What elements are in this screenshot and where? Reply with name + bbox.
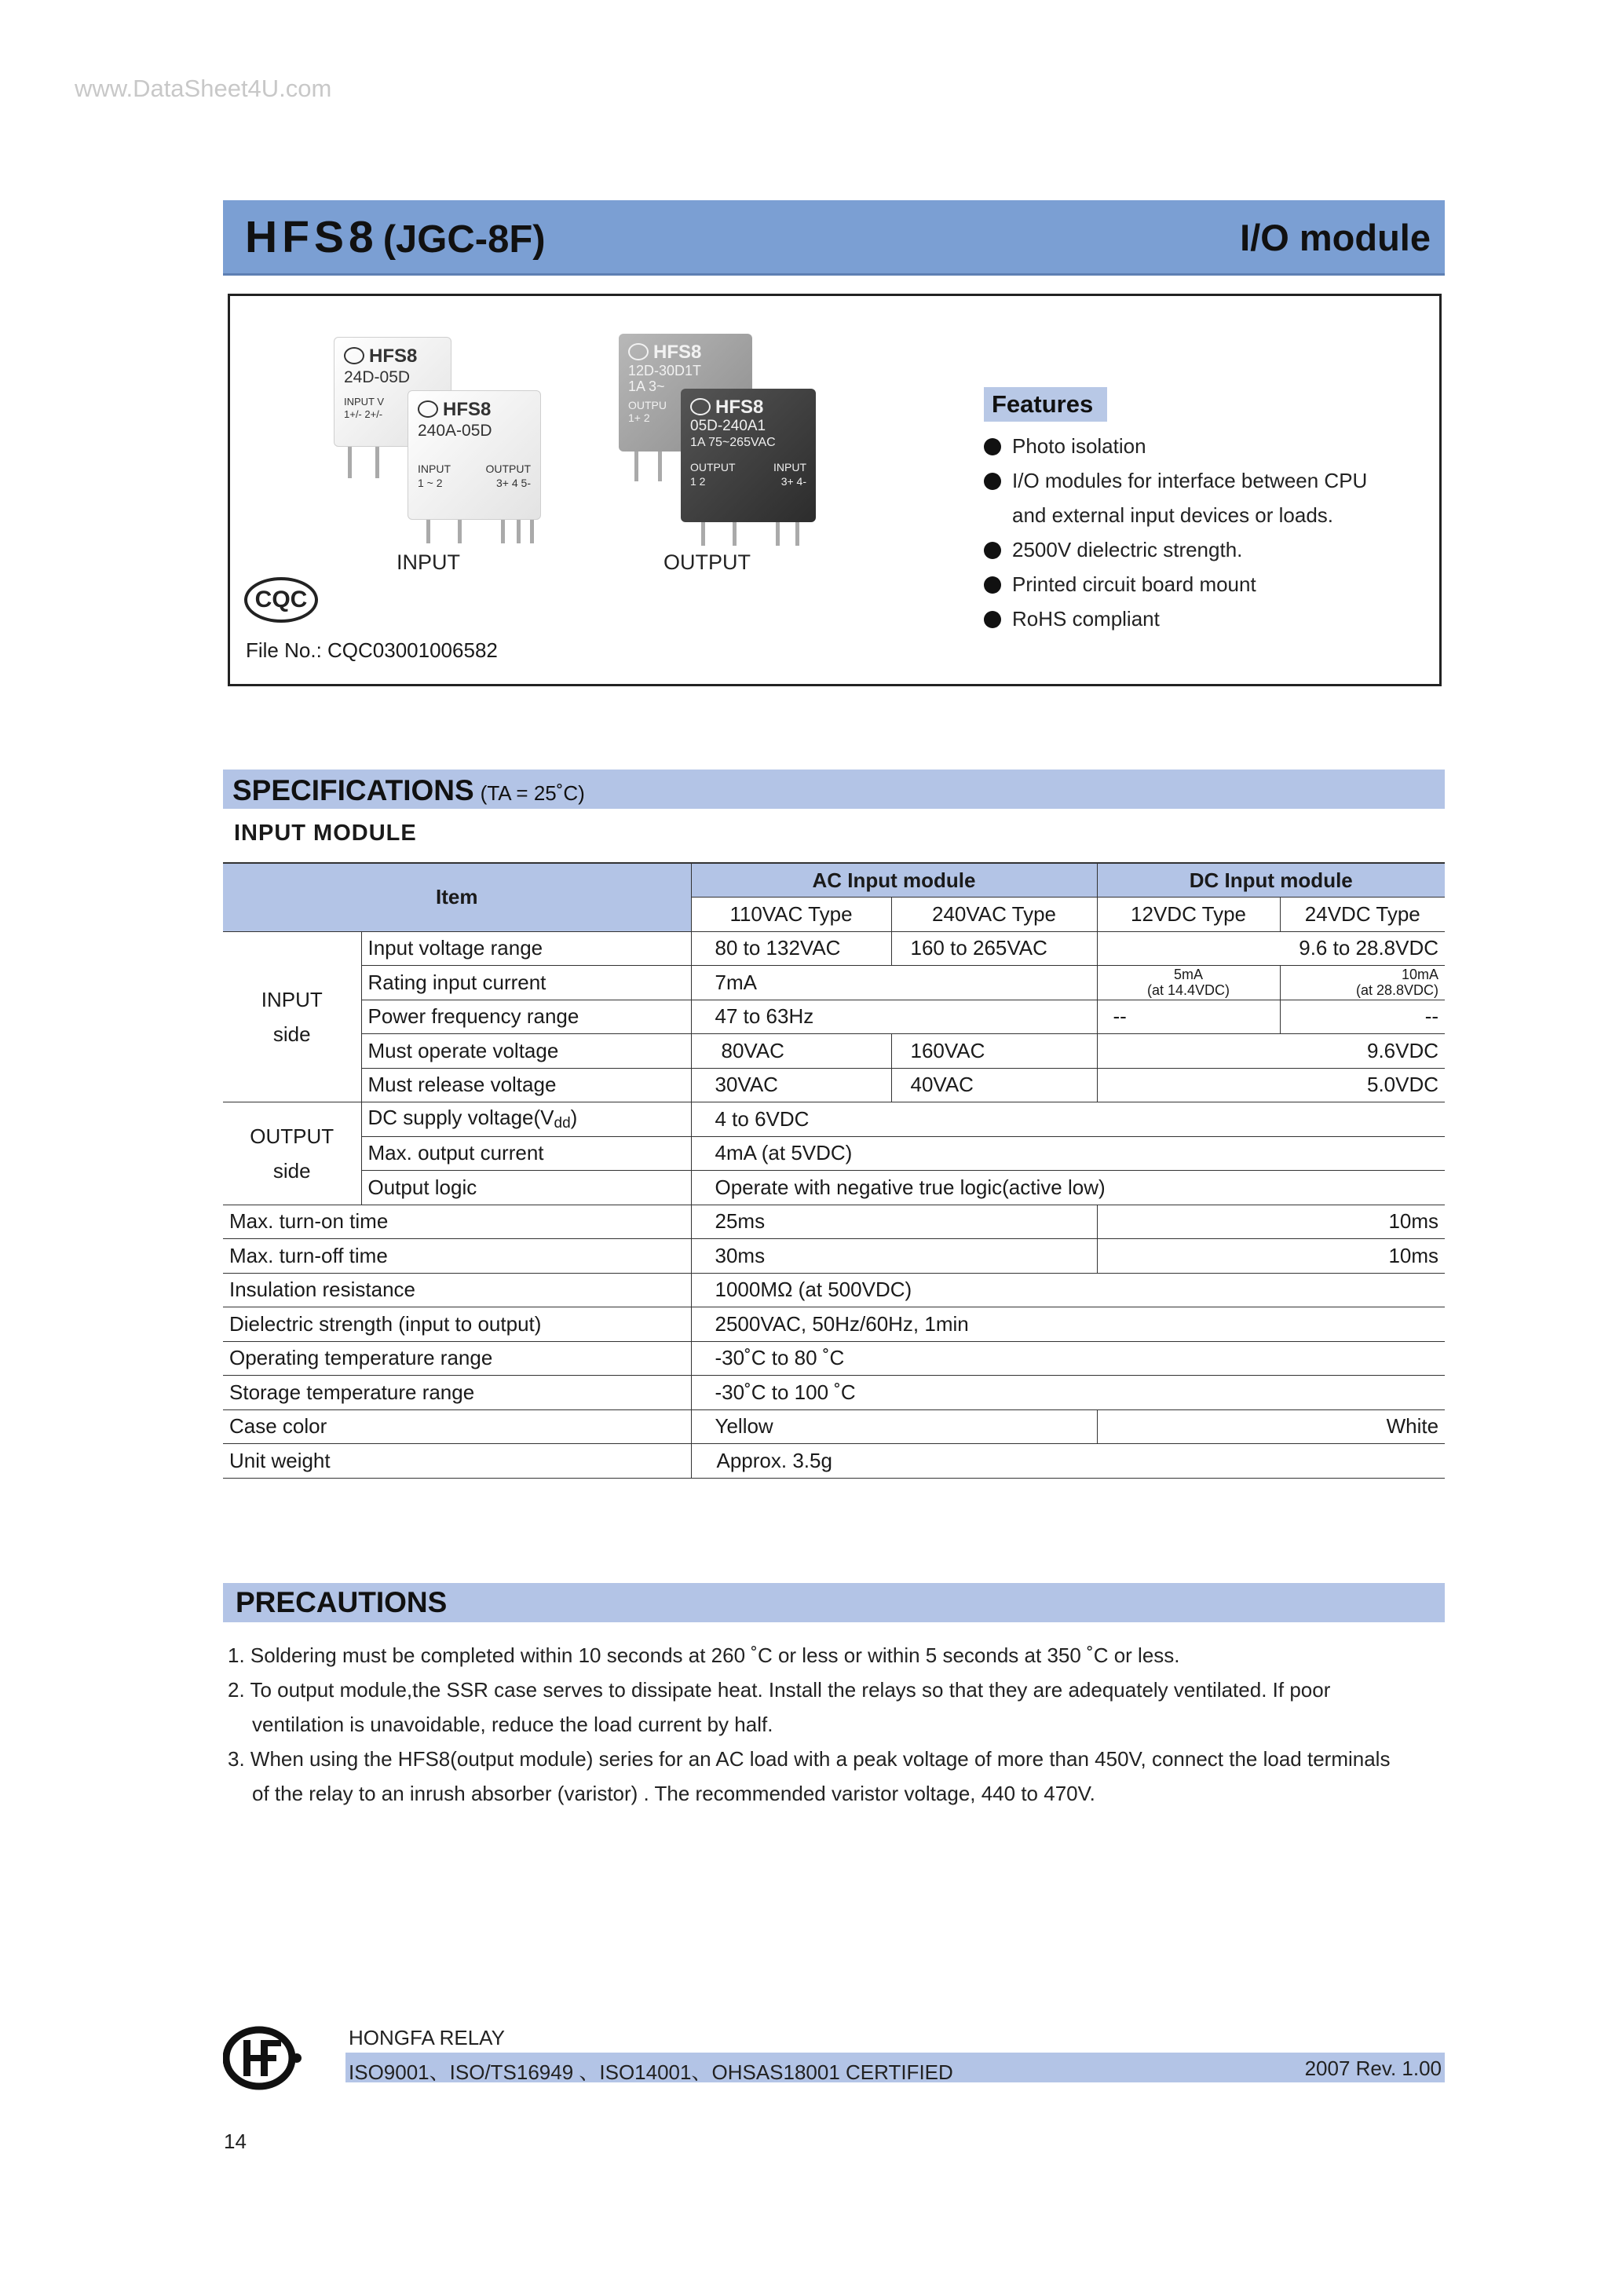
pin <box>348 447 352 478</box>
cell-value: 30ms <box>691 1239 1097 1274</box>
specifications-header <box>223 770 1445 809</box>
pin <box>701 522 705 546</box>
cell-value: 9.6 to 28.8VDC <box>1097 931 1445 966</box>
feature-item: 2500V dielectric strength. <box>984 538 1242 562</box>
bullet-icon <box>984 542 1001 559</box>
cell-value: Approx. 3.5g <box>691 1444 1445 1479</box>
bullet-icon <box>984 473 1001 490</box>
input-relay-front-image: HFS8 240A-05D INPUT OUTPUT 1 ~ 2 3+ 4 5- <box>408 390 541 520</box>
cell-value: 5.0VDC <box>1097 1068 1445 1102</box>
type-110vac: 110VAC Type <box>691 898 891 932</box>
row-label: Rating input current <box>361 966 691 1000</box>
output-relay-front-image: HFS8 05D-240A1 1A 75~265VAC OUTPUT INPUT 1 2 3+ 4- <box>681 389 816 522</box>
company-name: HONGFA RELAY <box>349 2026 505 2049</box>
precaution-item: 2. To output module,the SSR case serves to dissipate heat. Install the relays so that they are adequately ventilated. If poor <box>228 1678 1331 1702</box>
cell-value: 80 to 132VAC <box>691 931 891 966</box>
cell-value: Operate with negative true logic(active low) <box>691 1171 1445 1205</box>
input-relay-back-image: HFS8 24D-05D INPUT V 1+/- 2+/- <box>334 337 451 447</box>
precaution-item-continued: of the relay to an inrush absorber (varistor) . The recommended varistor voltage, 440 to 470V. <box>252 1782 1095 1805</box>
product-title <box>245 211 546 263</box>
cell-value: 30VAC <box>691 1068 891 1102</box>
hongfa-mini-logo-icon <box>344 347 364 364</box>
output-side-group: OUTPUT side <box>223 1102 361 1205</box>
table-row <box>223 1034 1445 1069</box>
row-label: Output logic <box>361 1171 691 1205</box>
footer-bar <box>345 2053 1445 2082</box>
dc-module-header: DC Input module <box>1097 863 1445 898</box>
cell-value: 10mA (at 28.8VDC) <box>1280 966 1445 1000</box>
cell-value: 80VAC <box>691 1034 891 1069</box>
row-label: Insulation resistance <box>223 1273 691 1307</box>
hongfa-logo-icon <box>223 2026 302 2090</box>
hongfa-mini-logo-icon <box>418 400 438 418</box>
row-label: Operating temperature range <box>223 1341 691 1376</box>
cell-value: White <box>1097 1409 1445 1444</box>
cell-value: 40VAC <box>891 1068 1097 1102</box>
cell-value: 10ms <box>1097 1205 1445 1239</box>
table-row <box>223 1273 1445 1307</box>
pin <box>776 522 780 546</box>
pin <box>375 447 379 478</box>
table-row <box>223 1136 1445 1171</box>
certifications: ISO9001、ISO/TS16949 、ISO14001、OHSAS18001 CERTIFIED <box>349 2060 953 2084</box>
feature-item: I/O modules for interface between CPU <box>984 469 1367 493</box>
watermark: www.DataSheet4U.com <box>75 75 332 102</box>
table-row <box>223 1205 1445 1239</box>
cell-value: -30˚C to 100 ˚C <box>691 1376 1445 1410</box>
row-label: Dielectric strength (input to output) <box>223 1307 691 1342</box>
model-alt-name: (JGC-8F) <box>382 218 546 261</box>
row-label: Must operate voltage <box>361 1034 691 1069</box>
table-header-row <box>223 863 1445 898</box>
row-label: Input voltage range <box>361 931 691 966</box>
table-row <box>223 1171 1445 1205</box>
model-name: HFS8 <box>245 212 378 262</box>
cqc-certification-logo: CQC <box>244 577 318 623</box>
pin <box>458 520 462 543</box>
cell-value: 1000MΩ (at 500VDC) <box>691 1273 1445 1307</box>
item-header: Item <box>223 863 691 931</box>
cell-value: 9.6VDC <box>1097 1034 1445 1069</box>
input-caption: INPUT <box>397 550 460 574</box>
type-12vdc: 12VDC Type <box>1097 898 1280 932</box>
table-row <box>223 931 1445 966</box>
cell-value: 4mA (at 5VDC) <box>691 1136 1445 1171</box>
row-label: Case color <box>223 1409 691 1444</box>
cell-value: -- <box>1097 1000 1280 1034</box>
cell-value: 25ms <box>691 1205 1097 1239</box>
cell-value: 4 to 6VDC <box>691 1102 1445 1137</box>
feature-item: RoHS compliant <box>984 607 1160 631</box>
type-240vac: 240VAC Type <box>891 898 1097 932</box>
cell-value: 160 to 265VAC <box>891 931 1097 966</box>
pin <box>634 452 638 481</box>
table-row <box>223 1239 1445 1274</box>
feature-item: Printed circuit board mount <box>984 572 1256 597</box>
pin <box>530 520 534 543</box>
pin <box>426 520 430 543</box>
page-number: 14 <box>224 2130 247 2153</box>
row-label: Storage temperature range <box>223 1376 691 1410</box>
product-category: I/O module <box>1240 217 1431 258</box>
precaution-item: 3. When using the HFS8(output module) series for an AC load with a peak voltage of more than 450V, connect the load terminals <box>228 1747 1391 1771</box>
specifications-table <box>223 862 1445 1479</box>
row-label: Power frequency range <box>361 1000 691 1034</box>
revision: 2007 Rev. 1.00 <box>1304 2057 1442 2080</box>
features-title: Features <box>984 387 1107 422</box>
product-overview-box <box>228 294 1442 686</box>
pin <box>501 520 505 543</box>
table-row <box>223 1376 1445 1410</box>
table-row <box>223 1068 1445 1102</box>
row-label: DC supply $voltage(V_{dd})$ <box>361 1102 691 1137</box>
table-row <box>223 1409 1445 1444</box>
cell-value: -- <box>1280 1000 1445 1034</box>
input-module-subtitle: INPUT MODULE <box>234 821 417 846</box>
cell-value: 160VAC <box>891 1034 1097 1069</box>
bullet-icon <box>984 438 1001 455</box>
table-row <box>223 1000 1445 1034</box>
input-side-group: INPUT side <box>223 931 361 1102</box>
bullet-icon <box>984 611 1001 628</box>
row-label: Max. turn-on time <box>223 1205 691 1239</box>
precautions-header <box>223 1583 1445 1622</box>
row-label: Max. output current <box>361 1136 691 1171</box>
pin <box>733 522 737 546</box>
cell-value: 2500VAC, 50Hz/60Hz, 1min <box>691 1307 1445 1342</box>
type-24vdc: 24VDC Type <box>1280 898 1445 932</box>
table-row <box>223 1444 1445 1479</box>
ac-module-header: AC Input module <box>691 863 1097 898</box>
cell-value: Yellow <box>691 1409 1097 1444</box>
output-relay-back-image: HFS8 12D-30D1T 1A 3~ OUTPU 1+ 2 <box>619 334 752 452</box>
specifications-title: SPECIFICATIONS (TA = 25˚C) <box>232 774 585 806</box>
cell-value: 7mA <box>691 966 1097 1000</box>
table-row <box>223 1102 1445 1137</box>
precaution-item: 1. Soldering must be completed within 10 seconds at 260 ˚C or less or within 5 seconds at 350 ˚C or less. <box>228 1643 1180 1667</box>
table-row <box>223 1307 1445 1342</box>
table-row <box>223 966 1445 1000</box>
precautions-title: PRECAUTIONS <box>236 1586 448 1618</box>
pin <box>795 522 799 546</box>
feature-item: Photo isolation <box>984 434 1146 459</box>
precaution-item-continued: ventilation is unavoidable, reduce the load current by half. <box>252 1713 773 1736</box>
table-row <box>223 1341 1445 1376</box>
spec-condition: (TA = 25˚C) <box>480 781 585 805</box>
hongfa-mini-logo-icon <box>690 398 711 415</box>
output-caption: OUTPUT <box>663 550 751 574</box>
row-label: Max. turn-off time <box>223 1239 691 1274</box>
row-label: Unit weight <box>223 1444 691 1479</box>
cell-value: 10ms <box>1097 1239 1445 1274</box>
row-label: Must release voltage <box>361 1068 691 1102</box>
title-bar <box>223 200 1445 273</box>
bullet-icon <box>984 576 1001 594</box>
cell-value: -30˚C to 80 ˚C <box>691 1341 1445 1376</box>
cell-value: 5mA (at 14.4VDC) <box>1097 966 1280 1000</box>
cell-value: 47 to 63Hz <box>691 1000 1097 1034</box>
feature-item-continued: and external input devices or loads. <box>1012 503 1334 527</box>
pin <box>658 452 662 481</box>
pin <box>517 520 521 543</box>
file-number: File No.: CQC03001006582 <box>246 638 498 662</box>
hongfa-mini-logo-icon <box>628 343 649 360</box>
